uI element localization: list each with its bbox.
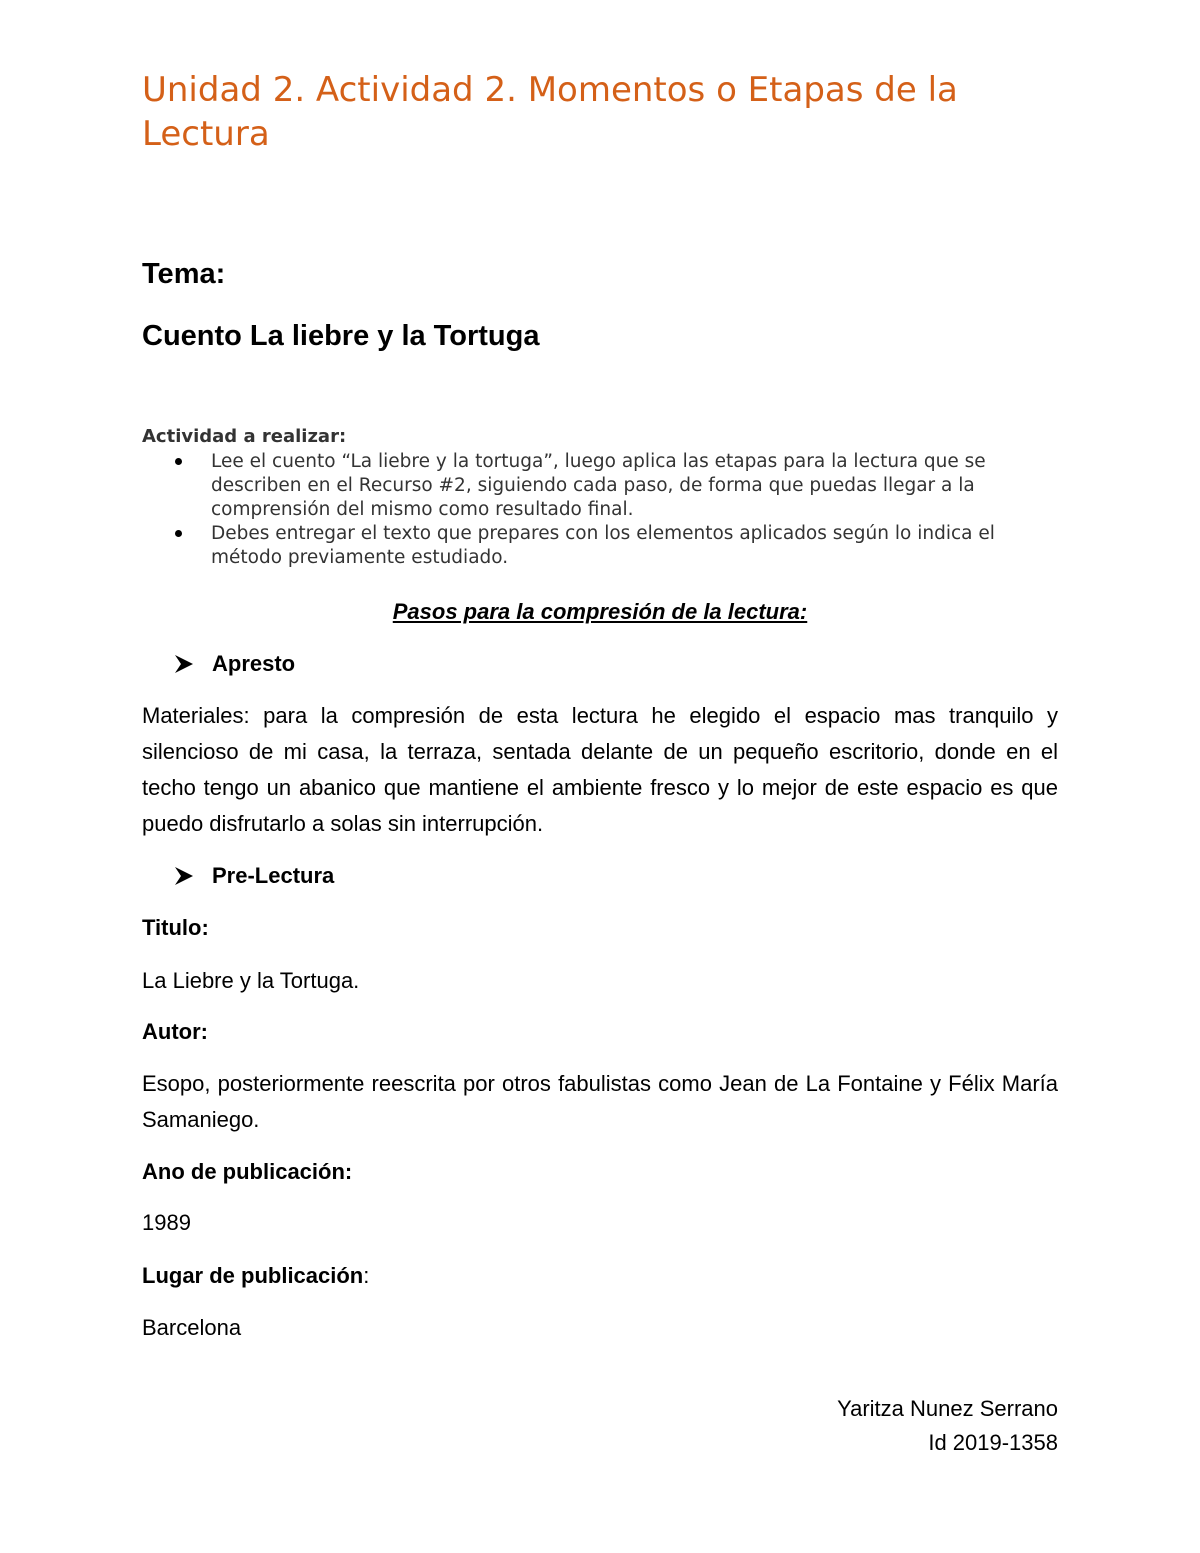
bullet-dot-icon <box>175 458 182 465</box>
section-prelectura-label: Pre-Lectura <box>212 863 335 888</box>
document-title: Unidad 2. Actividad 2. Momentos o Etapas de la Lectura <box>142 70 958 154</box>
autor-label: Autor: <box>142 1019 208 1044</box>
titulo-value: La Liebre y la Tortuga. <box>142 968 360 993</box>
lugar-label <box>142 1261 369 1291</box>
activity-bullet-list <box>142 450 1062 570</box>
autor-value: Esopo, posteriormente reescrita por otros fabulistas como Jean de La Fontaine y Félix María Samaniego. <box>142 1071 1058 1132</box>
activity-bullet-text: Lee el cuento “La liebre y la tortuga”, luego aplica las etapas para la lectura que se describen en el Recurso #2, siguiendo cada paso, de forma que puedas llegar a la comprensión del mismo como resultado final. <box>211 451 986 520</box>
activity-label: Actividad a realizar: <box>142 426 347 447</box>
author-id: Id 2019-1358 <box>928 1430 1058 1455</box>
materiales-paragraph: Materiales: para la compresión de esta lectura he elegido el espacio mas tranquilo y silencioso de mi casa, la terraza, sentada delante de un pequeño escritorio, donde en el techo tengo un abanico que mantiene el ambiente fresco y lo mejor de este espacio es que puedo disfrutarlo a solas sin interrupción. <box>142 703 1058 836</box>
titulo-label: Titulo: <box>142 915 209 940</box>
steps-title: Pasos para la compresión de la lectura: <box>392 599 808 624</box>
author-signature <box>837 1392 1058 1460</box>
activity-bullet-item <box>142 522 1062 570</box>
section-apresto <box>172 649 295 679</box>
section-prelectura <box>172 861 334 891</box>
tema-label: Tema: <box>142 258 226 290</box>
arrowhead-bullet-icon <box>172 865 196 887</box>
lugar-label-colon: : <box>363 1263 370 1288</box>
lugar-value: Barcelona <box>142 1315 242 1340</box>
activity-bullet-item <box>142 450 1062 522</box>
activity-bullet-text: Debes entregar el texto que prepares con los elementos aplicados según lo indica el método previamente estudiado. <box>211 523 995 568</box>
tema-value: Cuento La liebre y la Tortuga <box>142 320 540 352</box>
section-apresto-label: Apresto <box>212 651 296 676</box>
lugar-label-text: Lugar de publicación <box>142 1263 364 1288</box>
ano-value: 1989 <box>142 1210 191 1235</box>
bullet-dot-icon <box>175 530 182 537</box>
author-name: Yaritza Nunez Serrano <box>837 1396 1058 1421</box>
ano-label: Ano de publicación: <box>142 1159 353 1184</box>
arrowhead-bullet-icon <box>172 653 196 675</box>
